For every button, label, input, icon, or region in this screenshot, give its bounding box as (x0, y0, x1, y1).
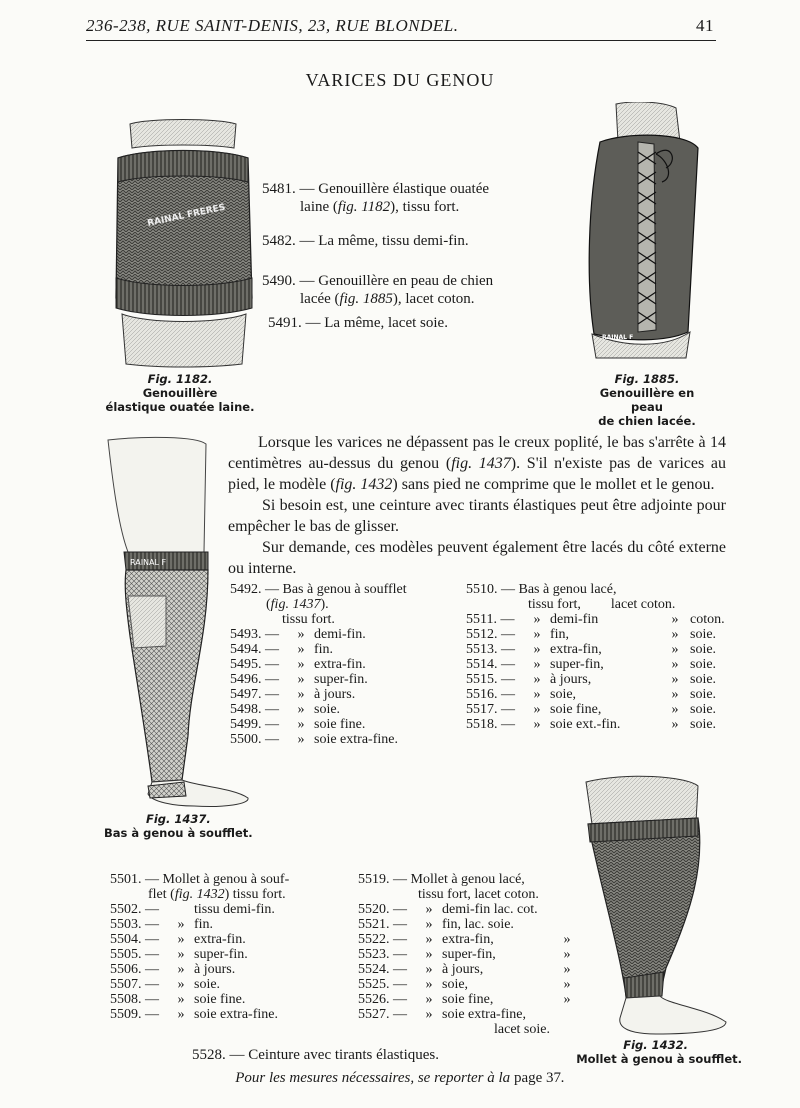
item-line (262, 198, 562, 216)
list-heading (230, 597, 460, 612)
list-item-q2: » (671, 717, 679, 732)
text: tissu fort, (528, 597, 581, 612)
text: lacet coton. (610, 597, 676, 612)
list-heading: tissu fort. (282, 612, 335, 627)
laced-knee-illustration (576, 102, 706, 360)
list-item-num: 5509. — (110, 1007, 159, 1022)
list-item-desc: soie fine. (194, 992, 246, 1007)
list-item-lace: soie. (690, 672, 717, 687)
list-item-q: » (177, 992, 185, 1007)
figure-caption-1437 (104, 812, 264, 840)
text: ) tissu fort. (224, 887, 286, 902)
list-item-desc: demi-fin (550, 612, 599, 627)
figure-description: de chien lacée. (598, 414, 696, 428)
list-item (358, 902, 578, 917)
list-item (466, 627, 726, 642)
list-item-q: » (425, 992, 433, 1007)
list-item-desc: demi-fin lac. cot. (442, 902, 538, 917)
figure-number: Fig. 1437. (146, 812, 211, 826)
list-item (230, 627, 460, 642)
list-item (358, 1007, 578, 1022)
list-item-q: » (297, 687, 305, 702)
list-item-desc: soie extra-fine. (194, 1007, 278, 1022)
list-item-num: 5508. — (110, 992, 159, 1007)
fig-ref: fig. 1432 (174, 887, 225, 902)
body-paragraph (228, 432, 726, 579)
list-item-lace: soie. (690, 627, 717, 642)
list-item-desc: super-fin. (194, 947, 248, 962)
knee-sleeve-brand-label: RAINAL FRERES (146, 202, 227, 229)
figure-description: élastique ouatée laine. (105, 400, 255, 414)
list-item (466, 702, 726, 717)
list-item-q2: » (671, 657, 679, 672)
figure-description: Bas à genou à soufflet. (104, 826, 253, 840)
list-item (466, 717, 726, 732)
list-item-q: » (425, 947, 433, 962)
section-title: VARICES DU GENOU (305, 70, 495, 90)
list-item-desc: soie fine, (442, 992, 494, 1007)
list-item-num: 5526. — (358, 992, 407, 1007)
list-item (110, 977, 350, 992)
list-item-num: 5493. — (230, 627, 279, 642)
list-item-q: » (533, 687, 541, 702)
top-item-5490 (262, 272, 562, 308)
footer-note (0, 1070, 800, 1087)
list-item-q: » (177, 977, 185, 992)
item-text: ), lacet coton. (392, 291, 475, 307)
list-item-desc: soie extra-fine, (442, 1007, 526, 1022)
list-item (358, 962, 578, 977)
list-item (230, 642, 460, 657)
list-item-desc: extra-fin, (550, 642, 602, 657)
list-item-desc: soie, (550, 687, 577, 702)
list-item (358, 932, 578, 947)
list-item-num: 5513. — (466, 642, 515, 657)
list-rows (358, 902, 578, 1022)
figure-description: Mollet à genou à soufflet. (576, 1052, 742, 1066)
list-item (230, 732, 460, 747)
stocking-brand-label: RAINAL F (130, 558, 167, 567)
list-item-q: » (533, 627, 541, 642)
list-item-lace: soie. (690, 702, 717, 717)
fig-ref: fig. 1437 (451, 455, 511, 472)
list-item-q: » (177, 947, 185, 962)
list-item-lace: soie. (690, 687, 717, 702)
figure-caption-1432 (572, 1038, 742, 1066)
list-item (358, 992, 578, 1007)
list-item-lace: coton. (690, 612, 725, 627)
list-item-num: 5520. — (358, 902, 407, 917)
list-item-q: » (425, 962, 433, 977)
list-heading: 5492. — Bas à genou à soufflet (230, 582, 407, 597)
list-rows (230, 627, 460, 747)
list-item-q: » (177, 1007, 185, 1022)
knee-sleeve-illustration (108, 118, 258, 368)
text: Pour les mesures nécessaires, se reporter à la (235, 1070, 514, 1086)
item-text: ), tissu fort. (390, 199, 460, 215)
list-item-num: 5506. — (110, 962, 159, 977)
list-item-q2: » (671, 672, 679, 687)
list-item-q2: » (563, 932, 571, 947)
list-item (230, 687, 460, 702)
list-heading (110, 887, 350, 902)
list-item-q: » (297, 732, 305, 747)
list-item-num: 5522. — (358, 932, 407, 947)
list-item (230, 672, 460, 687)
item-line (262, 290, 562, 308)
list-item (358, 977, 578, 992)
list-item-desc: super-fin, (550, 657, 604, 672)
list-item (466, 612, 726, 627)
fig-ref: fig. 1432 (335, 476, 393, 493)
list-item-q: » (533, 657, 541, 672)
figure-number: Fig. 1885. (614, 372, 680, 386)
list-heading (466, 597, 726, 612)
list-item-desc: extra-fin, (442, 932, 494, 947)
list-item-q: » (297, 717, 305, 732)
list-item-num: 5515. — (466, 672, 515, 687)
list-item-num: 5518. — (466, 717, 515, 732)
list-item-desc: fin. (314, 642, 334, 657)
list-item-num: 5514. — (466, 657, 515, 672)
list-item-num: 5503. — (110, 917, 159, 932)
list-item-q: » (425, 932, 433, 947)
list-item-q: » (297, 702, 305, 717)
calf-bellows-list (110, 872, 350, 1022)
list-item-desc: soie. (194, 977, 221, 992)
list-item-q: » (425, 1007, 433, 1022)
list-item-desc: extra-fin. (194, 932, 246, 947)
text: flet ( (148, 887, 175, 902)
item-text: laine ( (300, 199, 338, 215)
list-item-num: 5507. — (110, 977, 159, 992)
fig-ref: fig. 1437 (270, 597, 321, 612)
figure-caption-1182 (100, 372, 260, 414)
list-item-num: 5525. — (358, 977, 407, 992)
figure-caption-1885 (582, 372, 712, 428)
list-item (110, 947, 350, 962)
stocking-bellows-list (230, 582, 460, 747)
list-item (466, 687, 726, 702)
list-item-q: » (533, 642, 541, 657)
list-item-desc: soie fine. (314, 717, 366, 732)
list-item-num: 5499. — (230, 717, 279, 732)
figure-description: Genouillère (142, 386, 218, 400)
list-item-lace: soie. (690, 657, 717, 672)
list-item-q: » (425, 977, 433, 992)
figure-number: Fig. 1432. (623, 1038, 688, 1052)
list-item-q: » (297, 657, 305, 672)
list-item-desc: tissu demi-fin. (194, 902, 275, 917)
list-item-desc: fin. (194, 917, 214, 932)
list-item-q: » (533, 612, 541, 627)
list-item-q: » (297, 642, 305, 657)
top-item-5491: 5491. — La même, lacet soie. (268, 315, 448, 331)
list-item-q2: » (563, 992, 571, 1007)
page-ref: page 37 (513, 1070, 562, 1086)
list-item-desc: à jours. (194, 962, 236, 977)
list-item-q: » (177, 932, 185, 947)
list-item-num: 5512. — (466, 627, 515, 642)
item-line: 5490. — Genouillère en peau de chien (262, 273, 494, 289)
top-item-5481 (262, 180, 562, 216)
text: Lorsque les varices ne dépassent pas le creux poplité, le bas s'arrête à 14 centimètres au-dessus du genou ( (228, 434, 726, 472)
list-item (110, 917, 350, 932)
paragraph-3: Sur demande, ces modèles peuvent également être lacés du côté externe ou interne. (228, 539, 726, 577)
list-item (110, 1007, 350, 1022)
list-item-q2: » (671, 687, 679, 702)
list-item (110, 932, 350, 947)
figure-number: Fig. 1182. (147, 372, 213, 386)
list-heading: 5510. — Bas à genou lacé, (466, 582, 617, 597)
calf-knee-illustration (566, 772, 736, 1038)
list-item-desc: demi-fin. (314, 627, 366, 642)
list-item-desc: soie fine, (550, 702, 602, 717)
list-item-q2: » (563, 962, 571, 977)
list-item-num: 5517. — (466, 702, 515, 717)
list-item-desc: à jours. (314, 687, 356, 702)
running-head (86, 16, 716, 41)
list-item-q: » (533, 702, 541, 717)
running-head-address: 236-238, RUE SAINT-DENIS, 23, RUE BLONDEL. (86, 16, 459, 35)
list-item-desc: soie ext.-fin. (550, 717, 621, 732)
list-heading: tissu fort, lacet coton. (418, 887, 539, 902)
list-item-q: » (297, 672, 305, 687)
list-item-q2: » (563, 947, 571, 962)
list-item-num: 5500. — (230, 732, 279, 747)
list-item (466, 642, 726, 657)
figure-description: Genouillère en peau (599, 386, 695, 414)
text: ). S'il n'existe pas de varices au pied, le modèle ( (228, 455, 727, 493)
list-item-num: 5504. — (110, 932, 159, 947)
list-item-q: » (533, 672, 541, 687)
list-item-num: 5523. — (358, 947, 407, 962)
list-item-q: » (425, 917, 433, 932)
list-item-q: » (177, 917, 185, 932)
list-heading: 5501. — Mollet à genou à souf- (110, 872, 290, 887)
list-item-num: 5495. — (230, 657, 279, 672)
list-item-num: 5505. — (110, 947, 159, 962)
list-item-desc: fin, lac. soie. (442, 917, 514, 932)
list-item-q2: » (671, 612, 679, 627)
list-item (358, 917, 578, 932)
list-item-q2: » (671, 702, 679, 717)
list-item (110, 902, 350, 917)
list-item-num: 5527. — (358, 1007, 407, 1022)
paragraph-1 (228, 432, 726, 495)
list-item (230, 657, 460, 672)
list-heading: 5519. — Mollet à genou lacé, (358, 872, 525, 887)
calf-laced-list (358, 872, 578, 1037)
fig-ref: fig. 1885 (339, 291, 393, 307)
list-item (230, 702, 460, 717)
list-rows (466, 612, 726, 732)
fig-ref: fig. 1182 (337, 199, 391, 215)
top-item-5482: 5482. — La même, tissu demi-fin. (262, 233, 469, 249)
list-item-num: 5498. — (230, 702, 279, 717)
list-item-q2: » (671, 627, 679, 642)
paragraph-2: Si besoin est, une ceinture avec tirants élastiques peut être adjointe pour empêcher le bas de glisser. (228, 497, 726, 535)
list-item-q: » (297, 627, 305, 642)
list-item (110, 962, 350, 977)
list-item (466, 657, 726, 672)
list-item-num: 5511. — (466, 612, 515, 627)
list-item-num: 5502. — (110, 902, 159, 917)
list-rows (110, 902, 350, 1022)
text: ). (320, 597, 329, 612)
text: . (561, 1070, 565, 1086)
list-item-desc: soie, (442, 977, 469, 992)
list-item-desc: à jours, (550, 672, 592, 687)
list-item-lace: soie. (690, 642, 717, 657)
list-item-q: » (425, 902, 433, 917)
list-item-desc: super-fin, (442, 947, 496, 962)
list-item-desc: fin, (550, 627, 570, 642)
list-item (466, 672, 726, 687)
list-item-q: » (533, 717, 541, 732)
page-number: 41 (696, 16, 714, 35)
list-tail: lacet soie. (494, 1022, 550, 1037)
list-item-lace: soie. (690, 717, 717, 732)
belt-item-5528: 5528. — Ceinture avec tirants élastiques. (192, 1047, 440, 1063)
stocking-laced-list (466, 582, 726, 732)
list-item-num: 5496. — (230, 672, 279, 687)
item-line: 5481. — Genouillère élastique ouatée (262, 181, 490, 197)
text: ( (266, 597, 271, 612)
list-item-q2: » (671, 642, 679, 657)
list-item-desc: soie. (314, 702, 341, 717)
list-item-q: » (177, 962, 185, 977)
list-item-desc: soie extra-fine. (314, 732, 398, 747)
list-item-q2: » (563, 977, 571, 992)
laced-knee-brand-label: RAINAL F (602, 334, 634, 341)
list-item-num: 5494. — (230, 642, 279, 657)
list-item-num: 5521. — (358, 917, 407, 932)
text: ) sans pied ne comprime que le mollet et le genou. (392, 476, 715, 493)
list-item-num: 5516. — (466, 687, 515, 702)
list-item-desc: extra-fin. (314, 657, 366, 672)
item-text: lacée ( (300, 291, 340, 307)
list-item (110, 992, 350, 1007)
list-item (358, 947, 578, 962)
list-item (230, 717, 460, 732)
list-item-desc: super-fin. (314, 672, 368, 687)
list-item-desc: à jours, (442, 962, 484, 977)
list-item-num: 5497. — (230, 687, 279, 702)
list-item-num: 5524. — (358, 962, 407, 977)
